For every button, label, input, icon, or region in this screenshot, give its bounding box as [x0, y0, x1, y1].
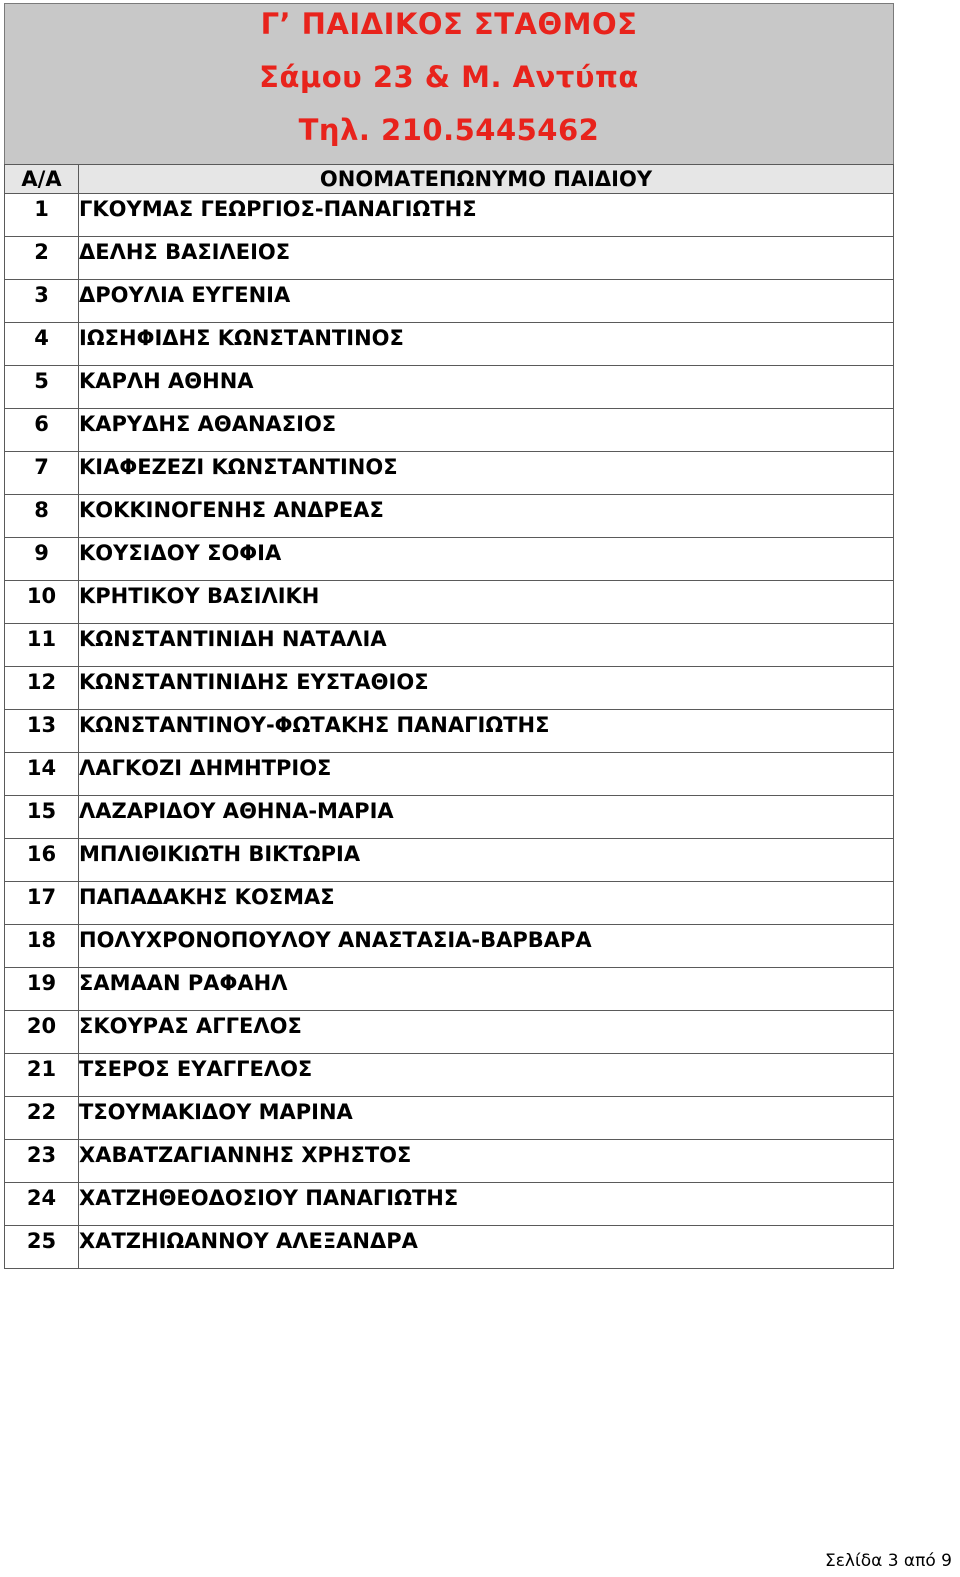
child-name: ΧΑΒΑΤΖΑΓΙΑΝΝΗΣ ΧΡΗΣΤΟΣ [79, 1140, 894, 1183]
row-number: 16 [5, 839, 79, 882]
table-row [5, 710, 894, 753]
row-number: 7 [5, 452, 79, 495]
table-row [5, 581, 894, 624]
row-number: 9 [5, 538, 79, 581]
row-number: 13 [5, 710, 79, 753]
child-name: ΣΑΜΑΑΝ ΡΑΦΑΗΛ [79, 968, 894, 1011]
child-name: ΠΟΛΥΧΡΟΝΟΠΟΥΛΟΥ ΑΝΑΣΤΑΣΙΑ-ΒΑΡΒΑΡΑ [79, 925, 894, 968]
school-address: Σάμου 23 & Μ. Αντύπα [259, 60, 639, 94]
child-name: ΔΡΟΥΛΙΑ ΕΥΓΕΝΙΑ [79, 280, 894, 323]
table-row [5, 753, 894, 796]
row-number: 21 [5, 1054, 79, 1097]
child-name: ΔΕΛΗΣ ΒΑΣΙΛΕΙΟΣ [79, 237, 894, 280]
school-phone: Τηλ. 210.5445462 [298, 113, 600, 147]
table-row [5, 968, 894, 1011]
table-row [5, 366, 894, 409]
child-name: ΚΟΚΚΙΝΟΓΕΝΗΣ ΑΝΔΡΕΑΣ [79, 495, 894, 538]
table-row [5, 925, 894, 968]
child-name: ΤΣΟΥΜΑΚΙΔΟΥ ΜΑΡΙΝΑ [79, 1097, 894, 1140]
child-name: ΤΣΕΡΟΣ ΕΥΑΓΓΕΛΟΣ [79, 1054, 894, 1097]
table-row [5, 409, 894, 452]
table-row [5, 839, 894, 882]
row-number: 4 [5, 323, 79, 366]
child-name: ΚΡΗΤΙΚΟΥ ΒΑΣΙΛΙΚΗ [79, 581, 894, 624]
table-row [5, 538, 894, 581]
table-row [5, 882, 894, 925]
table-row [5, 796, 894, 839]
table-row [5, 667, 894, 710]
table-body [5, 194, 894, 1269]
row-number: 25 [5, 1226, 79, 1269]
table-row [5, 237, 894, 280]
row-number: 6 [5, 409, 79, 452]
child-name: ΚΟΥΣΙΔΟΥ ΣΟΦΙΑ [79, 538, 894, 581]
page-number: Σελίδα 3 από 9 [824, 1551, 952, 1571]
table-row [5, 495, 894, 538]
table-header-row [5, 165, 894, 194]
child-name: ΛΑΖΑΡΙΔΟΥ ΑΘΗΝΑ-ΜΑΡΙΑ [79, 796, 894, 839]
child-name: ΚΩΝΣΤΑΝΤΙΝΟΥ-ΦΩΤΑΚΗΣ ΠΑΝΑΓΙΩΤΗΣ [79, 710, 894, 753]
table-row [5, 624, 894, 667]
child-name: ΣΚΟΥΡΑΣ ΑΓΓΕΛΟΣ [79, 1011, 894, 1054]
table-row [5, 194, 894, 237]
row-number: 15 [5, 796, 79, 839]
table-row [5, 280, 894, 323]
child-name: ΛΑΓΚΟΖΙ ΔΗΜΗΤΡΙΟΣ [79, 753, 894, 796]
row-number: 10 [5, 581, 79, 624]
table-row [5, 1054, 894, 1097]
row-number: 8 [5, 495, 79, 538]
row-number: 23 [5, 1140, 79, 1183]
row-number: 20 [5, 1011, 79, 1054]
roster-document [4, 3, 894, 1269]
row-number: 22 [5, 1097, 79, 1140]
child-name: ΚΩΝΣΤΑΝΤΙΝΙΔΗΣ ΕΥΣΤΑΘΙΟΣ [79, 667, 894, 710]
table-row [5, 1140, 894, 1183]
row-number: 11 [5, 624, 79, 667]
table-row [5, 1097, 894, 1140]
table-row [5, 452, 894, 495]
child-name: ΙΩΣΗΦΙΔΗΣ ΚΩΝΣΤΑΝΤΙΝΟΣ [79, 323, 894, 366]
row-number: 3 [5, 280, 79, 323]
row-number: 2 [5, 237, 79, 280]
row-number: 12 [5, 667, 79, 710]
child-name: ΓΚΟΥΜΑΣ ΓΕΩΡΓΙΟΣ-ΠΑΝΑΓΙΩΤΗΣ [79, 194, 894, 237]
column-header-number: Α/Α [5, 165, 79, 194]
child-name: ΜΠΛΙΘΙΚΙΩΤΗ ΒΙΚΤΩΡΙΑ [79, 839, 894, 882]
row-number: 18 [5, 925, 79, 968]
header-band [4, 3, 894, 164]
child-name: ΚΑΡΥΔΗΣ ΑΘΑΝΑΣΙΟΣ [79, 409, 894, 452]
table-row [5, 1226, 894, 1269]
school-title: Γ’ ΠΑΙΔΙΚΟΣ ΣΤΑΘΜΟΣ [260, 7, 638, 41]
row-number: 17 [5, 882, 79, 925]
table-row [5, 1011, 894, 1054]
column-header-name: ΟΝΟΜΑΤΕΠΩΝΥΜΟ ΠΑΙΔΙΟΥ [79, 165, 894, 194]
child-name: ΚΙΑΦΕΖΕΖΙ ΚΩΝΣΤΑΝΤΙΝΟΣ [79, 452, 894, 495]
child-name: ΧΑΤΖΗΘΕΟΔΟΣΙΟΥ ΠΑΝΑΓΙΩΤΗΣ [79, 1183, 894, 1226]
table-row [5, 323, 894, 366]
children-table [4, 164, 894, 1269]
child-name: ΧΑΤΖΗΙΩΑΝΝΟΥ ΑΛΕΞΑΝΔΡΑ [79, 1226, 894, 1269]
row-number: 24 [5, 1183, 79, 1226]
child-name: ΠΑΠΑΔΑΚΗΣ ΚΟΣΜΑΣ [79, 882, 894, 925]
child-name: ΚΩΝΣΤΑΝΤΙΝΙΔΗ ΝΑΤΑΛΙΑ [79, 624, 894, 667]
row-number: 1 [5, 194, 79, 237]
row-number: 5 [5, 366, 79, 409]
row-number: 19 [5, 968, 79, 1011]
row-number: 14 [5, 753, 79, 796]
child-name: ΚΑΡΛΗ ΑΘΗΝΑ [79, 366, 894, 409]
table-row [5, 1183, 894, 1226]
